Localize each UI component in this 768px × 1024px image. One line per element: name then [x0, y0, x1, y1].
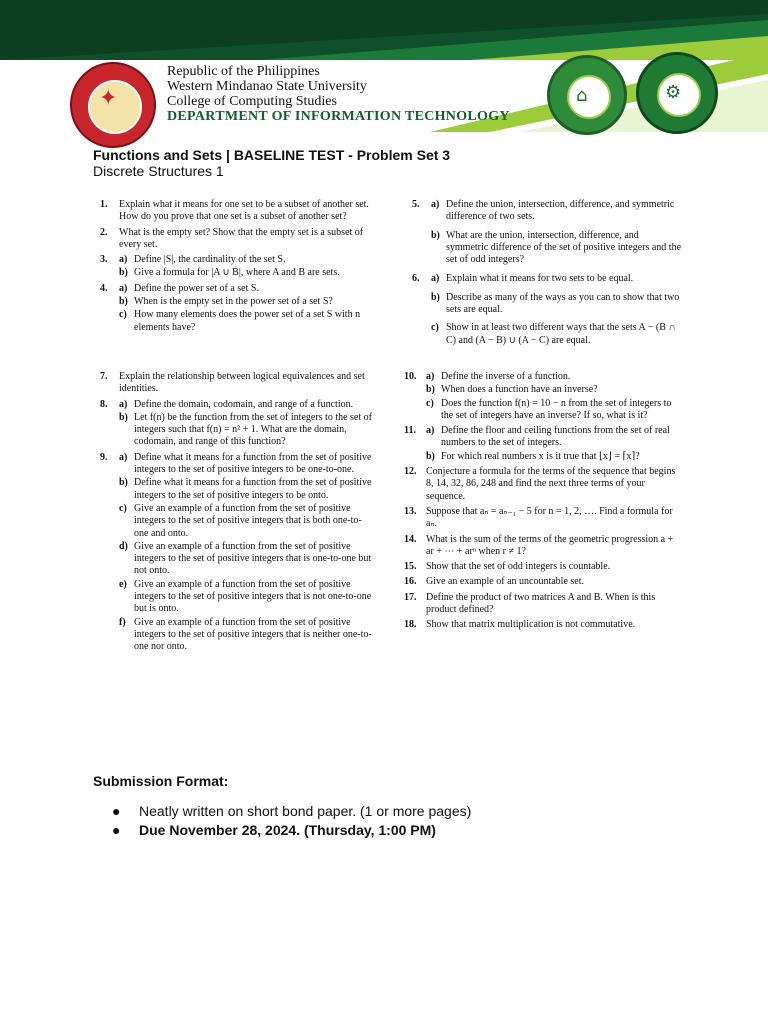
- problem-2: 2. What is the empty set? Show that the empty set is a subset of every set.: [100, 226, 364, 250]
- header-department: DEPARTMENT OF INFORMATION TECHNOLOGY: [167, 109, 510, 124]
- problem-1: 1. Explain what it means for one set to be a subset of another set. How do you prove that one set is a subset of another set?: [100, 199, 369, 223]
- problem-9: 9. a) Define what it means for a function from the set of positive integers to the set of positive integers to be one-to-one. b) Define what it means for a function from the set of positive integers to the set of positive integers to be onto. c) Give an example of a function from the set of positive integers to the set of positive integers that is both one-to-one and onto. d) Give an example of a function from the set of positive integers to the set of positive integers that is one-to-one but not onto. e) Give an example of a function from the set of positive integers to the set of positive integers that is not one-to-one but is onto. f) Give an example of a function from the set of positive integers to the set of positive integers that is neither one-to-one nor onto.: [100, 451, 372, 653]
- ccs-seal-logo: ⌂: [547, 55, 627, 135]
- problem-4b: b) When is the empty set in the power set of a set S?: [119, 296, 333, 308]
- problem-8a: a) Define the domain, codomain, and range of a function.: [119, 398, 354, 410]
- problem-3: 3. a) Define |S|, the cardinality of the set S. b) Give a formula for |A ∪ B|, where A and B are sets.: [100, 254, 373, 280]
- problem-7: 7. Explain the relationship between logical equivalences and set identities.: [100, 371, 365, 395]
- problem-11a: a) Define the floor and ceiling functions from the set of real numbers to the set of integers.: [426, 425, 670, 449]
- bullet-icon: ●: [112, 822, 121, 838]
- problem-15: 15. Show that the set of odd integers is countable.: [404, 561, 611, 573]
- wmsu-seal-logo: ✦: [70, 62, 156, 148]
- problem-10: 10. a) Define the inverse of a function. b) When does a function have an inverse? c) Does the function f(n) = 10 − n from the set of integers to the set of integers have an inverse? If so, what is it?: [404, 371, 682, 422]
- problem-4a: a) Define the power set of a set S.: [119, 282, 259, 294]
- problem-9e: e) Give an example of a function from the set of positive integers to the set of positive integers that is not one-to-one but is onto.: [119, 578, 372, 615]
- document-subtitle: Discrete Structures 1: [93, 163, 224, 179]
- problem-6c: c) Show in at least two different ways that the sets A − (B ∩ C) and (A − B) ∪ (A − C) are equal.: [431, 322, 676, 346]
- header-line-university: Western Mindanao State University: [167, 79, 367, 94]
- problem-18: 18. Show that matrix multiplication is not commutative.: [404, 619, 636, 631]
- university-header: [167, 64, 510, 124]
- problems-top-right: [412, 199, 682, 350]
- problems-bottom-right: [404, 371, 682, 635]
- problem-12: 12. Conjecture a formula for the terms of the sequence that begins 8, 14, 32, 86, 248 and find the next three terms of your sequence.: [404, 466, 676, 502]
- problem-4: 4. a) Define the power set of a set S. b) When is the empty set in the power set of a set S? c) How many elements does the power set of a set S with n elements have?: [100, 283, 373, 334]
- bullet-icon: ●: [112, 803, 121, 819]
- problem-5: 5. a) Define the union, intersection, difference, and symmetric difference of two sets. b) What are the union, intersection, difference, and symmetric difference of the set of positive integers and the set of odd integers?: [412, 199, 682, 266]
- problem-8b: b) Let f(n) be the function from the set of integers to the set of integers such that f(n) = n² + 1. What are the domain, codomain, and range of this function?: [119, 411, 372, 448]
- dit-seal-logo: ⚙: [636, 52, 718, 134]
- document-title: Functions and Sets | BASELINE TEST - Problem Set 3: [93, 147, 451, 163]
- problem-9a: a) Define what it means for a function from the set of positive integers to the set of positive integers to be one-to-one.: [119, 451, 372, 476]
- problem-5a: a) Define the union, intersection, difference, and symmetric difference of two sets.: [431, 199, 675, 223]
- problem-13: 13. Suppose that aₙ = aₙ₋₁ − 5 for n = 1, 2, …. Find a formula for aₙ.: [404, 505, 673, 530]
- problems-top-left: [100, 199, 373, 337]
- problem-6b: b) Describe as many of the ways as you can to show that two sets are equal.: [431, 291, 680, 316]
- problem-14: 14. What is the sum of the terms of the geometric progression a + ar + ⋯ + arⁿ when r ≠ 1?: [404, 533, 674, 557]
- problem-9d: d) Give an example of a function from the set of positive integers to the set of positive integers that is one-to-one but not onto.: [119, 540, 372, 577]
- submission-item-paper: ● Neatly written on short bond paper. (1 or more pages): [112, 803, 472, 819]
- header-line-college: College of Computing Studies: [167, 94, 337, 109]
- submission-list: [112, 802, 471, 840]
- problem-4c: c) How many elements does the power set of a set S with n elements have?: [119, 309, 361, 333]
- problem-11: 11. a) Define the floor and ceiling functions from the set of real numbers to the set of integers. b) For which real numbers x is it true that ⌊x⌋ = ⌈x⌉?: [404, 425, 682, 463]
- problem-11b: b) For which real numbers x is it true that ⌊x⌋ = ⌈x⌉?: [426, 450, 640, 462]
- submission-heading: Submission Format:: [93, 773, 229, 789]
- header-banner: [0, 0, 768, 60]
- problem-10a: a) Define the inverse of a function.: [426, 371, 571, 382]
- problem-16: 16. Give an example of an uncountable set.: [404, 576, 584, 588]
- problem-9c: c) Give an example of a function from the set of positive integers to the set of positive integers that is both one-to-one and onto.: [119, 502, 362, 539]
- problem-5b: b) What are the union, intersection, difference, and symmetric difference of the set of positive integers and the set of odd integers?: [431, 229, 682, 266]
- problem-3b: b) Give a formula for |A ∪ B|, where A and B are sets.: [119, 267, 340, 279]
- problem-6: 6. a) Explain what it means for two sets to be equal. b) Describe as many of the ways as you can to show that two sets are equal. c) Show in at least two different ways that the sets A − (B ∩ C) and (A − B) ∪ (A − C) are equal.: [412, 273, 682, 346]
- submission-item-due-date: ● Due November 28, 2024. (Thursday, 1:00 PM): [112, 822, 436, 838]
- problem-10b: b) When does a function have an inverse?: [426, 384, 598, 396]
- problem-8: 8. a) Define the domain, codomain, and range of a function. b) Let f(n) be the function from the set of integers to the set of integers such that f(n) = n² + 1. What are the domain, codomain, and range of this function?: [100, 398, 372, 448]
- problem-9b: b) Define what it means for a function from the set of positive integers to the set of positive integers to be onto.: [119, 477, 372, 501]
- problem-10c: c) Does the function f(n) = 10 − n from the set of integers to the set of integers have an inverse? If so, what is it?: [426, 397, 672, 421]
- problem-6a: a) Explain what it means for two sets to be equal.: [431, 273, 634, 285]
- problems-bottom-left: [100, 371, 372, 657]
- header-line-republic: Republic of the Philippines: [167, 64, 320, 79]
- problem-3a: a) Define |S|, the cardinality of the set S.: [119, 254, 286, 266]
- problem-9f: f) Give an example of a function from the set of positive integers to the set of positive integers that is neither one-to-one nor onto.: [119, 616, 372, 653]
- problem-17: 17. Define the product of two matrices A and B. When is this product defined?: [404, 591, 656, 616]
